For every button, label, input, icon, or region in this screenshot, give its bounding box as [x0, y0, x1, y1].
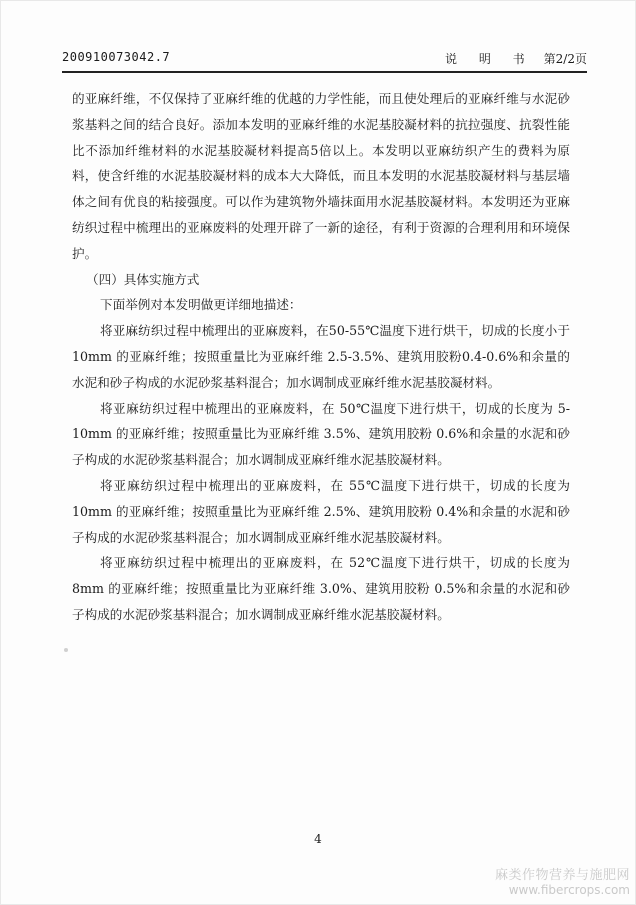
- watermark-site-name: 麻类作物营养与施肥网: [494, 868, 630, 883]
- application-number: 200910073042.7: [62, 50, 171, 64]
- page-indicator: 第2/2页: [543, 52, 587, 66]
- paragraph-example-1: 将亚麻纺织过程中梳理出的亚麻废料，在50-55℃温度下进行烘干，切成的长度小于 10mm 的亚麻纤维；按照重量比为亚麻纤维 2.5-3.5%、建筑用胶粉0.4-0.6%和余量的水泥和砂子构成的水泥砂浆基料混合；加水调制成亚麻纤维水泥基胶凝材料。: [72, 323, 570, 390]
- page-header: [62, 50, 587, 70]
- header-right: [445, 50, 587, 67]
- watermark-url: www.fibercrops.com: [508, 883, 630, 897]
- document-title: 说 明 书: [445, 52, 534, 66]
- paragraph-example-2: 将亚麻纺织过程中梳理出的亚麻废料，在 50℃温度下进行烘干，切成的长度为 5-10mm 的亚麻纤维；按照重量比为亚麻纤维 3.5%、建筑用胶粉 0.6%和余量的水泥和砂子构成的水泥砂浆基料混合；加水调制成亚麻纤维水泥基胶凝材料。: [72, 400, 570, 468]
- scan-speck: [64, 648, 68, 652]
- document-body: [72, 86, 570, 628]
- paragraph-continuation: 的亚麻纤维，不仅保持了亚麻纤维的优越的力学性能，而且使处理后的亚麻纤维与水泥砂浆基料之间的结合良好。添加本发明的亚麻纤维的水泥基胶凝材料的抗拉强度、抗裂性能比不添加纤维材料的水泥基胶凝材料提高5倍以上。本发明以亚麻纺织产生的费料为原料，使含纤维的水泥基胶凝材料的成本大大降低，而且本发明的水泥基胶凝材料与基层墙体之间有优良的粘接强度。可以作为建筑物外墙抹面用水泥基胶凝材料。本发明还为亚麻纺织过程中梳理出的亚麻废料的处理开辟了一新的途径，有利于资源的合理利用和环境保护。: [72, 91, 570, 261]
- paragraph-example-4: 将亚麻纺织过程中梳理出的亚麻废料，在 52℃温度下进行烘干，切成的长度为 8mm 的亚麻纤维；按照重量比为亚麻纤维 3.0%、建筑用胶粉 0.5%和余量的水泥和砂子构成的水泥砂浆基料混合；加水调制成亚麻纤维水泥基胶凝材料。: [72, 555, 570, 622]
- paragraph-intro: 下面举例对本发明做更详细地描述：: [100, 297, 302, 313]
- section-heading: （四）具体实施方式: [86, 271, 200, 287]
- header-rule: [62, 71, 587, 73]
- page-number: 4: [314, 832, 322, 846]
- paragraph-example-3: 将亚麻纺织过程中梳理出的亚麻废料，在 55℃温度下进行烘干，切成的长度为 10mm 的亚麻纤维；按照重量比为亚麻纤维 2.5%、建筑用胶粉 0.4%和余量的水泥和砂子构成的水泥砂浆基料混合；加水调制成亚麻纤维水泥基胶凝材料。: [72, 477, 570, 545]
- watermark: [495, 869, 630, 897]
